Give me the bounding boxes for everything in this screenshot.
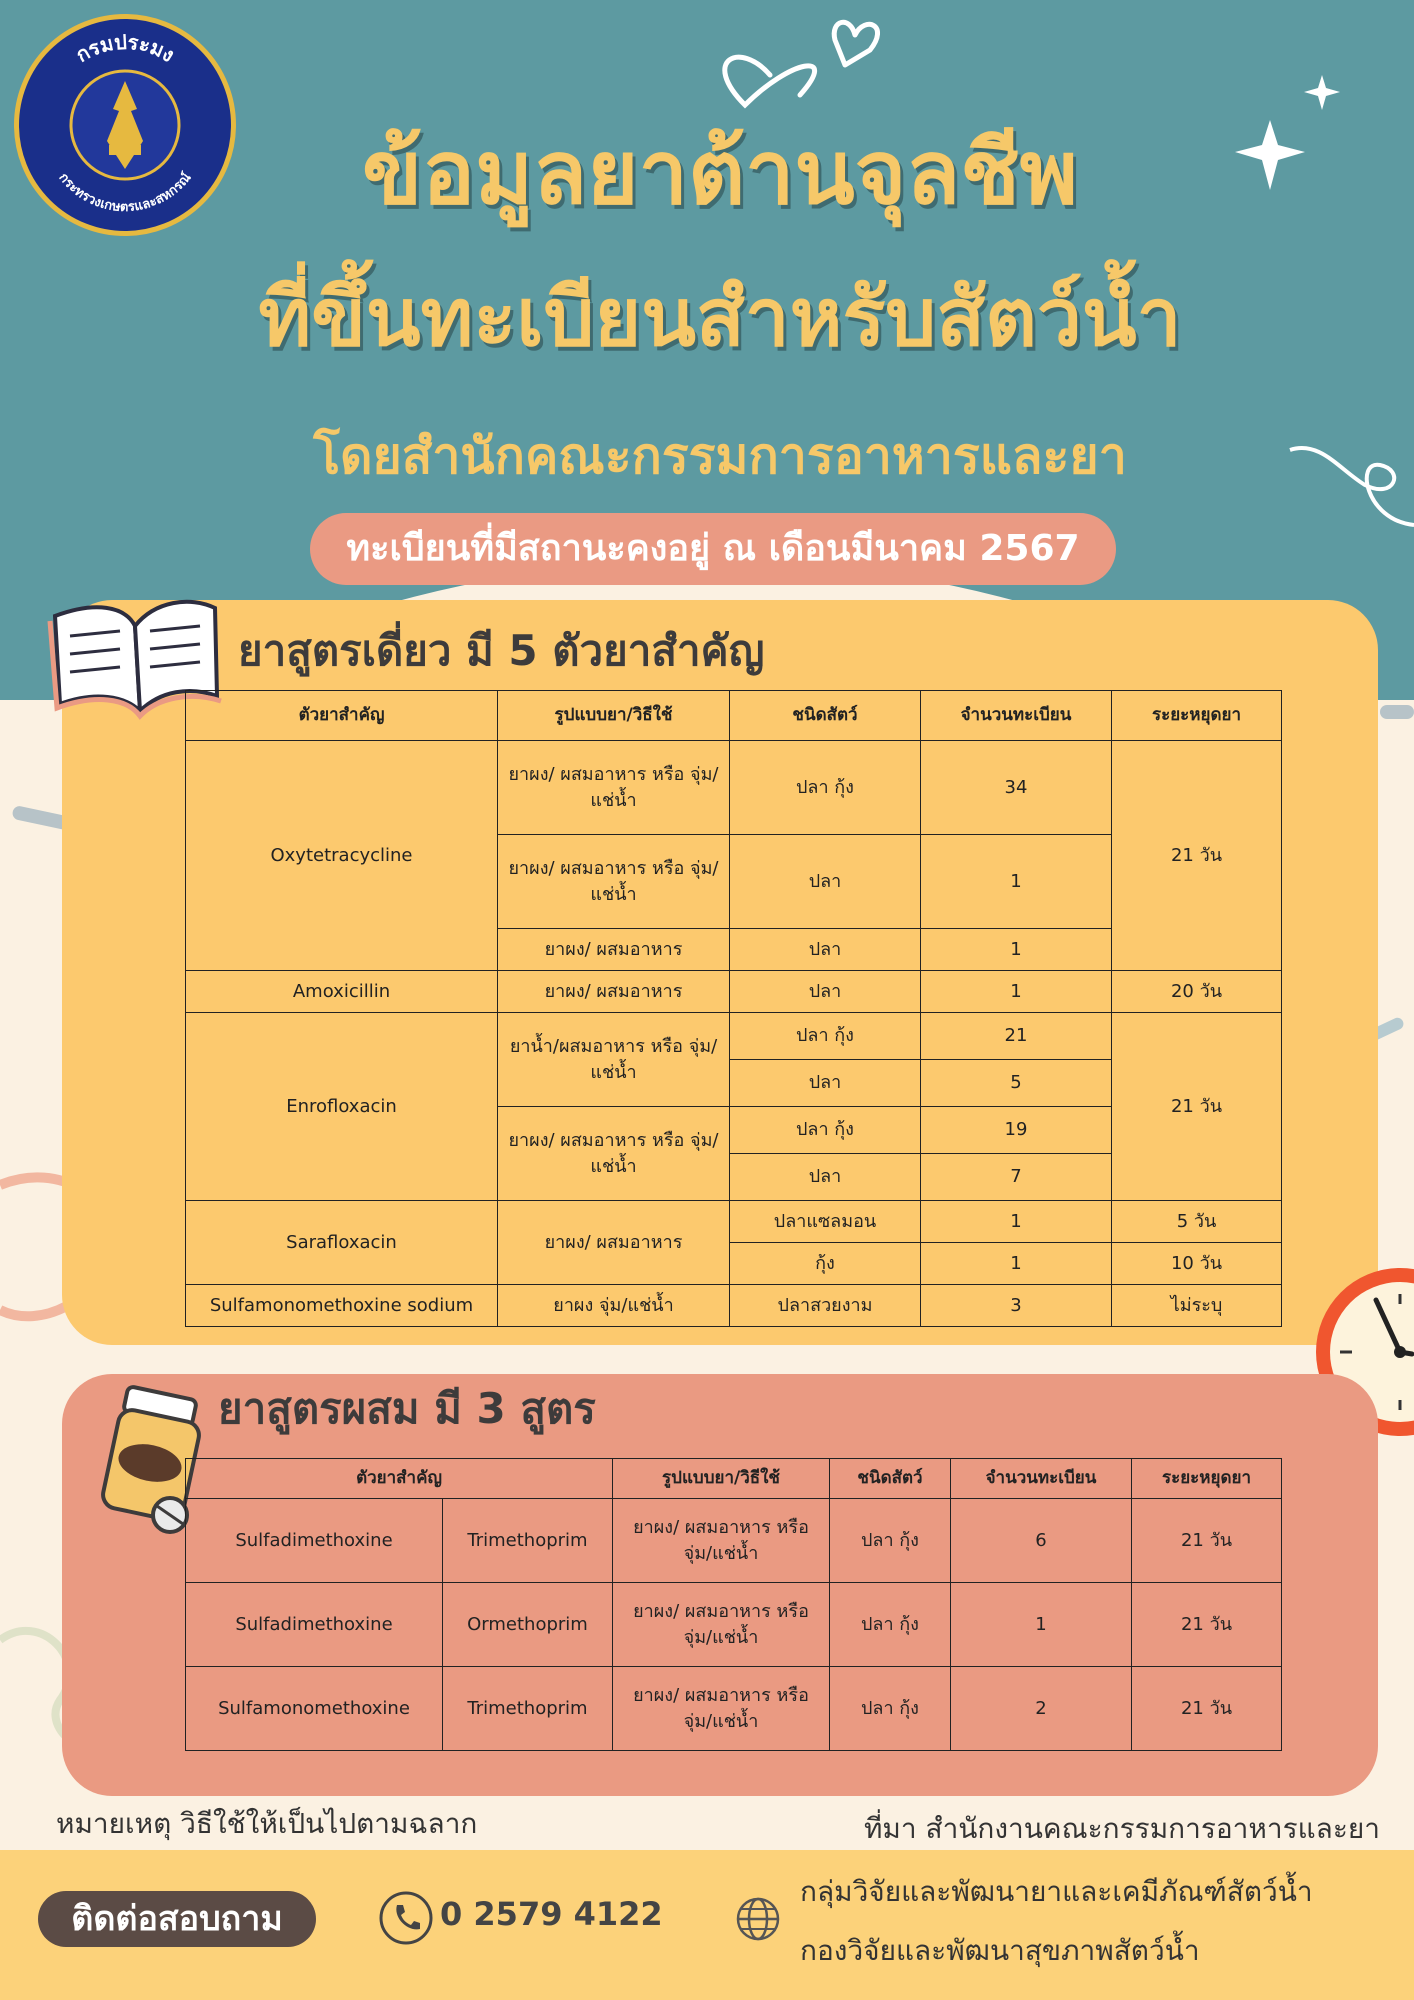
animal-cell: ปลาแซลมอน [730, 1201, 921, 1243]
org-name-line1: กลุ่มวิจัยและพัฒนายาและเคมีภัณฑ์สัตว์น้ำ [800, 1875, 1313, 1908]
count-cell: 1 [921, 929, 1112, 971]
count-cell: 1 [921, 1201, 1112, 1243]
table-header-row [186, 691, 1282, 741]
animal-cell: ปลา กุ้ง [830, 1583, 951, 1667]
header-form-usage: รูปแบบยา/วิธีใช้ [498, 691, 730, 741]
drug2-cell: Ormethoprim [443, 1583, 613, 1667]
sparkle-icon [1304, 75, 1340, 110]
count-cell: 1 [921, 971, 1112, 1013]
table-row [186, 1667, 1282, 1751]
count-cell: 3 [921, 1285, 1112, 1327]
phone-icon [378, 1890, 434, 1946]
count-cell: 34 [921, 741, 1112, 835]
svg-text:กระทรวงเกษตรและสหกรณ์: กระทรวงเกษตรและสหกรณ์ [55, 170, 195, 216]
count-cell: 1 [921, 1243, 1112, 1285]
form-cell: ยาผง จุ่ม/แช่น้ำ [498, 1285, 730, 1327]
table-row [186, 1285, 1282, 1327]
animal-cell: กุ้ง [730, 1243, 921, 1285]
single-formula-table [185, 690, 1282, 1327]
drug1-cell: Sulfadimethoxine [186, 1499, 443, 1583]
globe-icon [735, 1896, 781, 1942]
header-withdrawal-period: ระยะหยุดยา [1132, 1459, 1282, 1499]
table-row [186, 1499, 1282, 1583]
header-active-ingredient: ตัวยาสำคัญ [186, 1459, 613, 1499]
count-cell: 5 [921, 1060, 1112, 1107]
table-header-row [186, 1459, 1282, 1499]
drug-name-cell: Amoxicillin [186, 971, 498, 1013]
count-cell: 2 [951, 1667, 1132, 1751]
form-cell: ยาผง/ ผสมอาหาร หรือ จุ่ม/แช่น้ำ [498, 1107, 730, 1201]
header-animal-type: ชนิดสัตว์ [730, 691, 921, 741]
header-animal-type: ชนิดสัตว์ [830, 1459, 951, 1499]
drug-name-cell: Sulfamonomethoxine sodium [186, 1285, 498, 1327]
withdrawal-cell: 5 วัน [1112, 1201, 1282, 1243]
count-cell: 19 [921, 1107, 1112, 1154]
count-cell: 21 [921, 1013, 1112, 1060]
drug-name-cell: Oxytetracycline [186, 741, 498, 971]
count-cell: 1 [951, 1583, 1132, 1667]
form-cell: ยาผง/ ผสมอาหาร หรือ จุ่ม/แช่น้ำ [613, 1667, 830, 1751]
count-cell: 1 [921, 835, 1112, 929]
table-row [186, 1201, 1282, 1243]
drug-name-cell: Sarafloxacin [186, 1201, 498, 1285]
withdrawal-cell: 21 วัน [1112, 1013, 1282, 1201]
usage-note: หมายเหตุ วิธีใช้ให้เป็นไปตามฉลาก [56, 1807, 478, 1840]
header-active-ingredient: ตัวยาสำคัญ [186, 691, 498, 741]
org-name-line2: กองวิจัยและพัฒนาสุขภาพสัตว์น้ำ [800, 1934, 1200, 1967]
withdrawal-cell: 21 วัน [1132, 1583, 1282, 1667]
withdrawal-cell: 21 วัน [1112, 741, 1282, 971]
animal-cell: ปลา [730, 929, 921, 971]
withdrawal-cell: 21 วัน [1132, 1667, 1282, 1751]
phone-number[interactable]: 0 2579 4122 [440, 1895, 663, 1933]
header-form-usage: รูปแบบยา/วิธีใช้ [613, 1459, 830, 1499]
drug1-cell: Sulfadimethoxine [186, 1583, 443, 1667]
count-cell: 7 [921, 1154, 1112, 1201]
table-row [186, 1013, 1282, 1060]
form-cell: ยาผง/ ผสมอาหาร หรือ จุ่ม/แช่น้ำ [613, 1583, 830, 1667]
sparkle-icon [1235, 120, 1305, 190]
animal-cell: ปลา [730, 835, 921, 929]
drug2-cell: Trimethoprim [443, 1499, 613, 1583]
status-date-pill: ทะเบียนที่มีสถานะคงอยู่ ณ เดือนมีนาคม 2567 [310, 513, 1116, 585]
form-cell: ยาผง/ ผสมอาหาร หรือ จุ่ม/แช่น้ำ [498, 835, 730, 929]
animal-cell: ปลาสวยงาม [730, 1285, 921, 1327]
header-registration-count: จำนวนทะเบียน [951, 1459, 1132, 1499]
main-title-line1: ข้อมูลยาต้านจุลชีพ [362, 121, 1078, 224]
fisheries-department-logo [14, 14, 236, 236]
withdrawal-cell: 10 วัน [1112, 1243, 1282, 1285]
withdrawal-cell: ไม่ระบุ [1112, 1285, 1282, 1327]
form-cell: ยาผง/ ผสมอาหาร หรือ จุ่ม/แช่น้ำ [613, 1499, 830, 1583]
withdrawal-cell: 20 วัน [1112, 971, 1282, 1013]
subtitle: โดยสำนักคณะกรรมการอาหารและยา [313, 427, 1127, 485]
animal-cell: ปลา กุ้ง [730, 1107, 921, 1154]
form-cell: ยาผง/ ผสมอาหาร [498, 929, 730, 971]
animal-cell: ปลา กุ้ง [830, 1667, 951, 1751]
table-row [186, 971, 1282, 1013]
table-row [186, 1583, 1282, 1667]
drug1-cell: Sulfamonomethoxine [186, 1667, 443, 1751]
form-cell: ยาผง/ ผสมอาหาร [498, 1201, 730, 1285]
animal-cell: ปลา [730, 1060, 921, 1107]
seal-emblem-icon [19, 19, 231, 231]
animal-cell: ปลา [730, 971, 921, 1013]
header-registration-count: จำนวนทะเบียน [921, 691, 1112, 741]
main-title-line2: ที่ขึ้นทะเบียนสำหรับสัตว์น้ำ [258, 271, 1182, 364]
form-cell: ยาน้ำ/ผสมอาหาร หรือ จุ่ม/แช่น้ำ [498, 1013, 730, 1107]
source-note: ที่มา สำนักงานคณะกรรมการอาหารและยา [863, 1812, 1380, 1845]
table-row [186, 741, 1282, 835]
drug2-cell: Trimethoprim [443, 1667, 613, 1751]
contact-label: ติดต่อสอบถาม [38, 1891, 316, 1947]
drug-name-cell: Enrofloxacin [186, 1013, 498, 1201]
animal-cell: ปลา [730, 1154, 921, 1201]
animal-cell: ปลา กุ้ง [730, 741, 921, 835]
svg-text:กรมประมง: กรมประมง [71, 29, 179, 68]
combination-formula-title: ยาสูตรผสม มี 3 สูตร [218, 1384, 596, 1433]
header-withdrawal-period: ระยะหยุดยา [1112, 691, 1282, 741]
combination-formula-table [185, 1458, 1282, 1751]
count-cell: 6 [951, 1499, 1132, 1583]
animal-cell: ปลา กุ้ง [830, 1499, 951, 1583]
form-cell: ยาผง/ ผสมอาหาร [498, 971, 730, 1013]
single-formula-title: ยาสูตรเดี่ยว มี 5 ตัวยาสำคัญ [238, 626, 765, 675]
withdrawal-cell: 21 วัน [1132, 1499, 1282, 1583]
animal-cell: ปลา กุ้ง [730, 1013, 921, 1060]
form-cell: ยาผง/ ผสมอาหาร หรือ จุ่ม/แช่น้ำ [498, 741, 730, 835]
